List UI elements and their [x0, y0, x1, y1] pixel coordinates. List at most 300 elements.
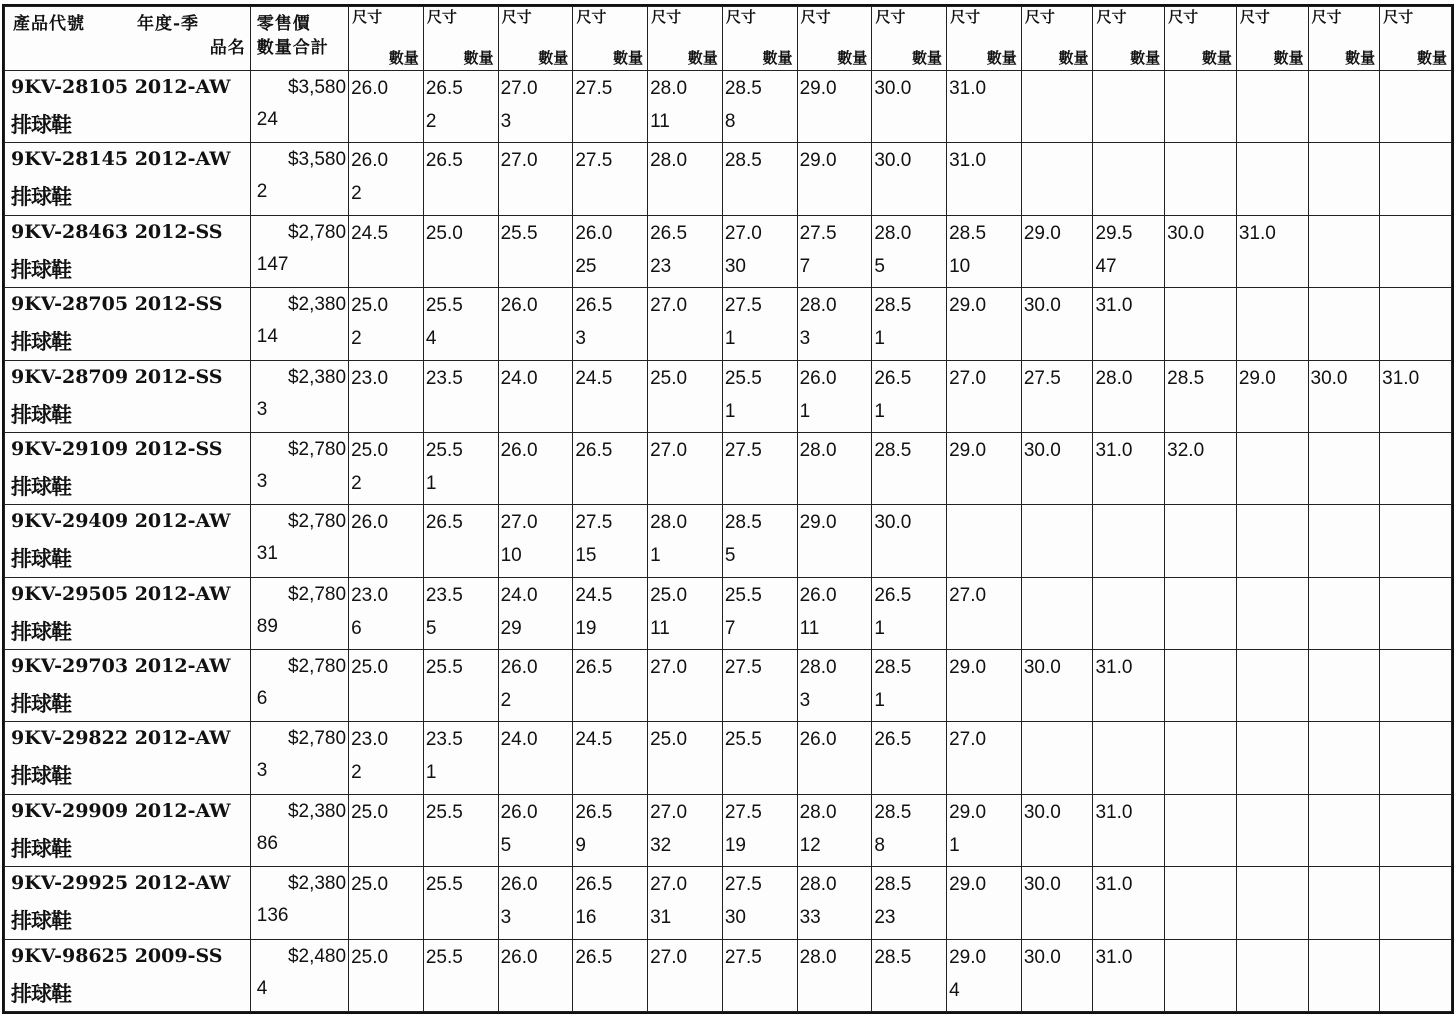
size-cell — [797, 215, 872, 287]
size-value: 29.0 — [949, 874, 987, 896]
product-cell — [5, 505, 251, 577]
size-cell — [498, 577, 573, 649]
size-cell — [349, 577, 424, 649]
size-value: 27.5 — [575, 512, 613, 534]
size-value: 28.0 — [799, 874, 837, 896]
size-value: 26.5 — [425, 150, 463, 172]
size-value: 26.0 — [500, 874, 538, 896]
size-cell — [573, 360, 648, 432]
size-value: 25.0 — [650, 367, 688, 389]
size-cell — [722, 794, 797, 866]
size-quantity: 3 — [575, 328, 586, 350]
size-value: 27.0 — [500, 150, 538, 172]
size-cell — [349, 360, 424, 432]
size-value: 29.5 — [1095, 222, 1133, 244]
size-cell — [872, 650, 947, 722]
product-code-season: 9KV-28709 2012-SS — [11, 365, 223, 388]
retail-price: $2,380 — [287, 800, 347, 822]
size-value: 30.0 — [1023, 439, 1061, 461]
size-value: 29.0 — [799, 78, 837, 99]
size-value: 30.0 — [874, 512, 912, 534]
size-cell — [1021, 215, 1093, 287]
size-value: 25.0 — [351, 801, 389, 823]
size-cell — [573, 143, 648, 215]
retail-price: $3,580 — [287, 77, 347, 98]
size-value: 23.5 — [425, 729, 463, 751]
size-value: 28.0 — [1095, 367, 1133, 389]
header-qty-label: 數量 — [762, 49, 793, 67]
size-value: 25.5 — [724, 584, 762, 606]
size-quantity: 1 — [949, 834, 960, 856]
size-quantity: 10 — [500, 545, 522, 567]
size-cell — [947, 722, 1022, 794]
size-cell — [498, 505, 573, 577]
size-cell — [797, 143, 872, 215]
size-value: 28.0 — [650, 150, 688, 172]
size-cell — [1308, 360, 1380, 432]
table-row — [5, 505, 1452, 577]
size-value: 24.5 — [575, 729, 613, 751]
size-quantity: 11 — [799, 617, 820, 639]
size-cell — [1165, 432, 1237, 504]
header-size-label: 尺寸 — [1024, 8, 1055, 26]
header-size-label: 尺寸 — [1239, 8, 1270, 26]
size-value: 27.5 — [575, 78, 613, 99]
size-value: 28.5 — [724, 512, 762, 534]
size-cell — [1308, 288, 1380, 360]
size-value: 30.0 — [1023, 874, 1061, 896]
size-value: 27.0 — [949, 729, 987, 751]
size-cell — [722, 360, 797, 432]
size-cell — [1165, 577, 1237, 649]
size-quantity: 5 — [724, 545, 736, 567]
total-quantity: 31 — [256, 543, 278, 565]
size-value: 27.0 — [650, 801, 688, 823]
size-cell — [648, 143, 723, 215]
size-quantity: 15 — [575, 545, 597, 567]
header-qty-label: 數量 — [986, 49, 1017, 67]
size-cell — [1380, 360, 1452, 432]
size-value: 26.5 — [874, 367, 912, 389]
size-quantity: 8 — [724, 111, 736, 132]
total-quantity: 2 — [256, 181, 268, 203]
size-cell — [349, 650, 424, 722]
size-cell — [1093, 722, 1165, 794]
header-size-qty — [423, 7, 498, 71]
size-cell — [722, 215, 797, 287]
size-cell — [1308, 432, 1380, 504]
header-size-label: 尺寸 — [352, 8, 383, 26]
size-cell — [1021, 432, 1093, 504]
header-size-label: 尺寸 — [875, 8, 906, 26]
retail-price: $2,780 — [287, 221, 347, 243]
size-cell — [498, 215, 573, 287]
total-quantity: 3 — [256, 470, 268, 492]
size-cell — [1093, 215, 1165, 287]
header-size-label: 尺寸 — [1311, 8, 1342, 26]
size-value: 28.5 — [874, 439, 912, 461]
size-value: 30.0 — [1023, 657, 1061, 678]
size-cell — [1380, 939, 1452, 1012]
retail-price: $2,380 — [287, 873, 347, 895]
total-quantity: 14 — [256, 326, 278, 348]
size-cell — [1093, 867, 1165, 939]
product-cell — [5, 794, 251, 866]
size-value: 28.0 — [799, 801, 837, 823]
size-cell — [349, 215, 424, 287]
product-name: 排球鞋 — [11, 763, 71, 789]
product-name: 排球鞋 — [11, 256, 71, 282]
size-cell — [1380, 794, 1452, 866]
size-cell — [1308, 505, 1380, 577]
size-cell — [1308, 794, 1380, 866]
product-code-season: 9KV-98625 2009-SS — [11, 944, 223, 967]
size-cell — [573, 867, 648, 939]
size-value: 26.0 — [351, 78, 389, 99]
size-quantity: 32 — [650, 834, 672, 856]
size-cell — [872, 360, 947, 432]
size-value: 27.0 — [650, 946, 688, 968]
size-cell — [1093, 360, 1165, 432]
size-value: 23.0 — [351, 729, 389, 751]
size-value: 27.0 — [650, 439, 688, 461]
size-cell — [423, 867, 498, 939]
size-value: 27.5 — [1023, 367, 1061, 389]
size-cell — [1380, 722, 1452, 794]
size-cell — [1021, 143, 1093, 215]
size-cell — [1093, 505, 1165, 577]
size-cell — [1093, 650, 1165, 722]
header-qty-label: 數量 — [687, 49, 718, 67]
size-cell — [349, 71, 424, 143]
retail-price: $2,780 — [287, 656, 347, 677]
size-cell — [423, 71, 498, 143]
size-quantity: 7 — [724, 617, 736, 639]
size-cell — [1308, 650, 1380, 722]
size-value: 26.0 — [799, 729, 837, 751]
size-quantity: 1 — [724, 328, 736, 350]
price-cell — [250, 939, 348, 1012]
size-value: 30.0 — [1023, 295, 1061, 317]
table-row — [5, 577, 1452, 649]
size-cell — [872, 288, 947, 360]
size-cell — [349, 794, 424, 866]
size-quantity: 29 — [500, 617, 522, 639]
size-cell — [1308, 143, 1380, 215]
size-value: 27.5 — [724, 439, 762, 461]
size-cell — [1165, 794, 1237, 866]
size-cell — [1380, 71, 1452, 143]
size-cell — [423, 650, 498, 722]
size-cell — [947, 143, 1022, 215]
size-cell — [797, 505, 872, 577]
size-cell — [1236, 650, 1308, 722]
size-cell — [1165, 939, 1237, 1012]
size-cell — [498, 71, 573, 143]
size-quantity: 5 — [500, 834, 512, 856]
size-cell — [722, 650, 797, 722]
size-cell — [1236, 939, 1308, 1012]
size-quantity: 1 — [425, 472, 437, 494]
size-value: 31.0 — [1095, 657, 1133, 678]
size-cell — [947, 215, 1022, 287]
header-price: 零售價 — [256, 14, 311, 34]
size-cell — [349, 867, 424, 939]
size-cell — [1236, 71, 1308, 143]
size-value: 30.0 — [1023, 946, 1061, 968]
size-quantity: 3 — [799, 328, 811, 350]
size-cell — [872, 939, 947, 1012]
size-cell — [1093, 288, 1165, 360]
size-cell — [797, 360, 872, 432]
size-value: 26.5 — [650, 222, 688, 244]
size-cell — [797, 71, 872, 143]
size-value: 26.0 — [351, 150, 389, 172]
size-cell — [722, 722, 797, 794]
size-value: 25.0 — [351, 874, 389, 896]
header-season: 年度-季 — [137, 14, 200, 34]
size-cell — [648, 867, 723, 939]
header-qty-label: 數量 — [1416, 49, 1447, 67]
retail-price: $2,380 — [287, 366, 347, 388]
size-quantity: 11 — [650, 617, 670, 639]
size-quantity: 1 — [724, 400, 736, 422]
size-value: 25.5 — [500, 222, 538, 244]
header-size-qty — [498, 7, 573, 71]
size-cell — [1308, 215, 1380, 287]
header-qty-label: 數量 — [912, 49, 943, 67]
size-value: 29.0 — [949, 295, 987, 317]
size-value: 25.5 — [425, 295, 463, 317]
product-name: 排球鞋 — [11, 401, 71, 427]
size-value: 24.0 — [500, 367, 538, 389]
size-cell — [1308, 577, 1380, 649]
size-value: 23.5 — [425, 584, 463, 606]
size-quantity: 1 — [874, 690, 885, 711]
size-cell — [648, 71, 723, 143]
size-cell — [872, 432, 947, 504]
size-cell — [1236, 505, 1308, 577]
size-value: 30.0 — [874, 78, 912, 99]
size-value: 27.5 — [724, 295, 762, 317]
size-cell — [349, 432, 424, 504]
size-cell — [1380, 432, 1452, 504]
header-qty-label: 數量 — [1345, 49, 1376, 67]
size-quantity: 1 — [874, 617, 885, 639]
size-cell — [797, 722, 872, 794]
size-cell — [498, 432, 573, 504]
size-cell — [1165, 288, 1237, 360]
size-cell — [872, 794, 947, 866]
product-name: 排球鞋 — [11, 691, 71, 716]
size-value: 26.0 — [575, 222, 613, 244]
size-cell — [1165, 360, 1237, 432]
header-size-qty — [1021, 7, 1093, 71]
product-cell — [5, 71, 251, 143]
size-cell — [1236, 288, 1308, 360]
size-value: 29.0 — [799, 150, 837, 172]
size-value: 26.0 — [351, 512, 389, 534]
size-cell — [1380, 867, 1452, 939]
size-cell — [947, 939, 1022, 1012]
size-cell — [1236, 432, 1308, 504]
size-value: 28.0 — [799, 657, 837, 678]
size-value: 27.0 — [500, 512, 538, 534]
header-size-qty — [648, 7, 723, 71]
size-value: 26.0 — [500, 657, 538, 678]
size-value: 29.0 — [799, 512, 837, 534]
product-cell — [5, 360, 251, 432]
size-value: 29.0 — [949, 657, 987, 678]
size-quantity: 3 — [799, 690, 811, 711]
retail-price: $2,780 — [287, 511, 347, 533]
size-cell — [872, 867, 947, 939]
size-value: 26.5 — [575, 439, 613, 461]
size-value: 31.0 — [1095, 801, 1133, 823]
header-size-label: 尺寸 — [950, 8, 981, 26]
product-cell — [5, 143, 251, 215]
size-cell — [423, 288, 498, 360]
retail-price: $2,780 — [287, 583, 347, 605]
size-cell — [648, 794, 723, 866]
size-value: 24.0 — [500, 729, 538, 751]
header-size-qty — [1308, 7, 1380, 71]
size-quantity: 1 — [874, 400, 885, 422]
size-cell — [1021, 939, 1093, 1012]
size-cell — [722, 505, 797, 577]
size-cell — [947, 794, 1022, 866]
size-cell — [947, 650, 1022, 722]
size-value: 26.5 — [575, 874, 613, 896]
size-quantity: 11 — [650, 111, 670, 132]
size-quantity: 12 — [799, 834, 821, 856]
size-cell — [423, 794, 498, 866]
product-name: 排球鞋 — [11, 473, 71, 499]
size-value: 26.5 — [575, 657, 613, 678]
product-name: 排球鞋 — [11, 329, 71, 355]
header-size-label: 尺寸 — [725, 8, 756, 26]
size-quantity: 1 — [650, 545, 661, 567]
size-cell — [1380, 650, 1452, 722]
size-value: 27.0 — [724, 222, 762, 244]
header-qty-label: 數量 — [837, 49, 868, 67]
header-size-label: 尺寸 — [800, 8, 831, 26]
size-value: 25.0 — [650, 584, 688, 606]
size-value: 28.0 — [799, 439, 837, 461]
size-value: 27.0 — [650, 874, 688, 896]
price-cell — [250, 722, 348, 794]
size-cell — [648, 505, 723, 577]
size-cell — [1236, 867, 1308, 939]
size-cell — [573, 288, 648, 360]
size-value: 31.0 — [1095, 439, 1133, 461]
size-quantity: 3 — [500, 907, 512, 929]
size-cell — [423, 577, 498, 649]
size-value: 27.0 — [650, 295, 688, 317]
size-quantity: 5 — [425, 617, 437, 639]
size-cell — [349, 505, 424, 577]
table-row — [5, 71, 1452, 143]
size-quantity: 2 — [351, 762, 362, 784]
size-cell — [722, 432, 797, 504]
size-value: 29.0 — [949, 801, 987, 823]
header-qty-label: 數量 — [1130, 49, 1161, 67]
product-cell — [5, 650, 251, 722]
size-value: 24.5 — [575, 367, 613, 389]
size-cell — [947, 288, 1022, 360]
size-cell — [648, 288, 723, 360]
size-cell — [423, 215, 498, 287]
size-cell — [722, 71, 797, 143]
size-cell — [498, 143, 573, 215]
size-cell — [947, 360, 1022, 432]
size-cell — [722, 143, 797, 215]
retail-price: $3,580 — [287, 149, 347, 171]
price-cell — [250, 360, 348, 432]
size-value: 31.0 — [1238, 222, 1276, 244]
price-cell — [250, 505, 348, 577]
size-cell — [722, 577, 797, 649]
product-code-season: 9KV-29109 2012-SS — [11, 437, 223, 460]
size-cell — [1093, 577, 1165, 649]
size-cell — [423, 432, 498, 504]
size-cell — [872, 722, 947, 794]
size-value: 25.0 — [351, 439, 389, 461]
size-value: 25.5 — [425, 874, 463, 896]
size-value: 28.5 — [724, 78, 762, 99]
product-name: 排球鞋 — [11, 835, 71, 861]
size-value: 26.0 — [799, 584, 837, 606]
size-value: 31.0 — [949, 78, 987, 99]
product-code-season: 9KV-29925 2012-AW — [11, 872, 231, 895]
size-value: 26.5 — [575, 946, 613, 968]
size-value: 28.5 — [874, 946, 912, 968]
size-value: 27.5 — [799, 222, 837, 244]
size-cell — [1021, 650, 1093, 722]
size-cell — [498, 939, 573, 1012]
size-cell — [1093, 71, 1165, 143]
size-value: 25.5 — [425, 657, 463, 678]
price-cell — [250, 215, 348, 287]
header-size-qty — [1165, 7, 1237, 71]
header-qty-label: 數量 — [1201, 49, 1232, 67]
size-value: 28.5 — [724, 150, 762, 172]
size-value: 30.0 — [1167, 222, 1205, 244]
size-value: 30.0 — [1310, 367, 1348, 389]
header-size-label: 尺寸 — [1096, 8, 1127, 26]
size-cell — [1021, 794, 1093, 866]
size-value: 27.0 — [949, 584, 987, 606]
size-quantity: 5 — [874, 255, 885, 277]
size-value: 28.5 — [874, 801, 912, 823]
size-value: 27.5 — [724, 946, 762, 968]
size-value: 31.0 — [1095, 874, 1133, 896]
size-value: 27.0 — [949, 367, 987, 389]
header-qty-label: 數量 — [388, 49, 419, 67]
size-value: 28.0 — [874, 222, 912, 244]
size-value: 31.0 — [1095, 295, 1133, 317]
table-row — [5, 650, 1452, 722]
table-row — [5, 939, 1452, 1012]
size-value: 31.0 — [949, 150, 987, 172]
size-value: 28.0 — [650, 78, 688, 99]
size-cell — [797, 577, 872, 649]
price-cell — [250, 288, 348, 360]
product-name: 排球鞋 — [11, 184, 71, 210]
size-quantity: 1 — [425, 762, 437, 784]
size-cell — [1308, 867, 1380, 939]
size-cell — [947, 71, 1022, 143]
